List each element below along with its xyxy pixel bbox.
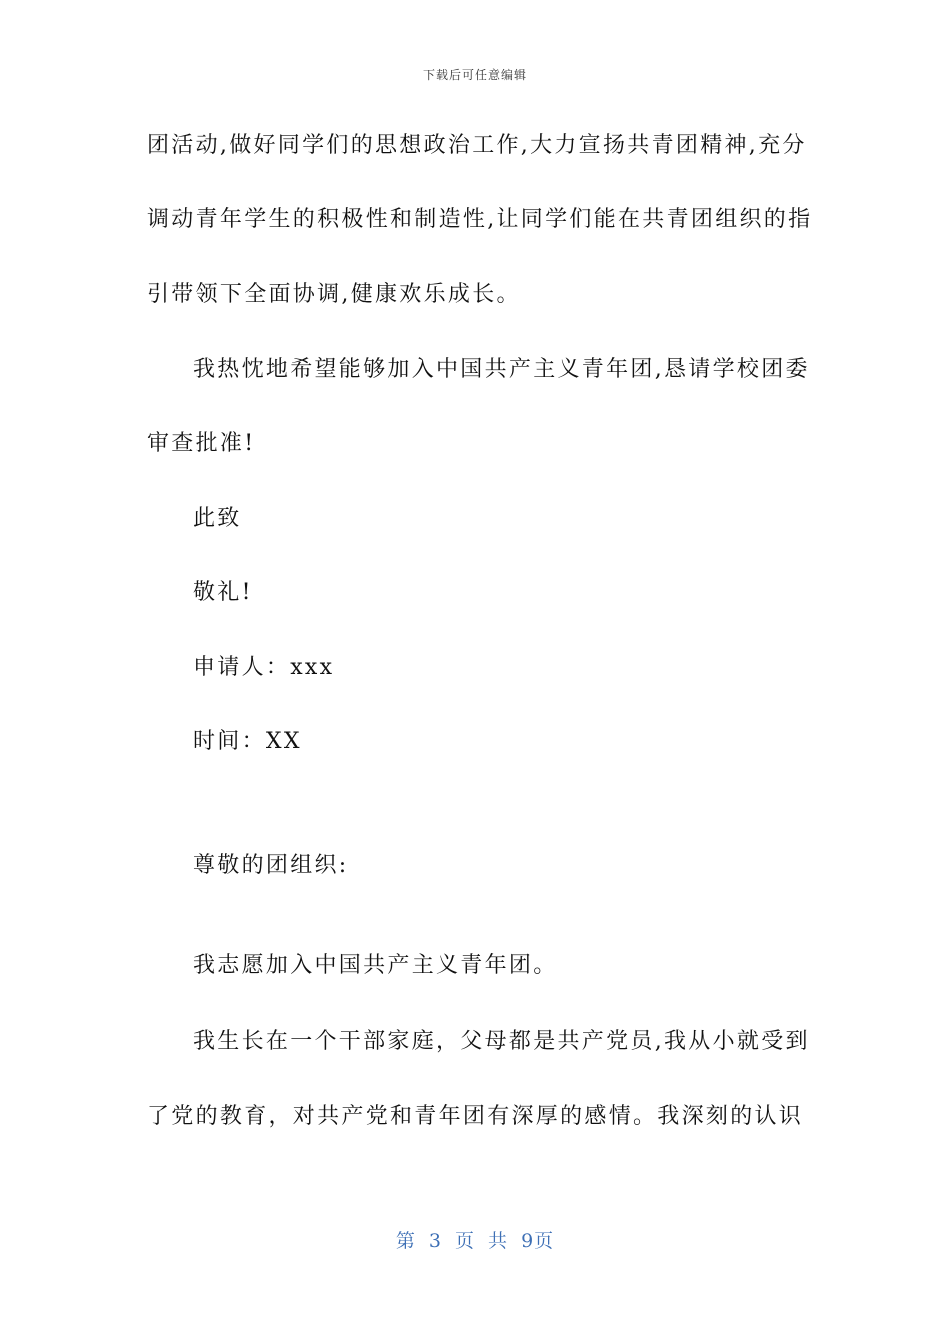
body-line-12: 我生长在一个干部家庭，父母都是共产党员,我从小就受到 [193,1029,810,1054]
body-line-4: 我热忱地希望能够加入中国共产主义青年团,恳请学校团委 [193,357,810,382]
salutation: 尊敬的团组织: [193,853,349,878]
body-line-3: 引带领下全面协调,健康欢乐成长。 [147,282,521,307]
body-line-13: 了党的教育，对共产党和青年团有深厚的感情。我深刻的认识 [147,1104,804,1129]
closing-salute: 敬礼! [193,580,253,605]
page-header: 下载后可任意编辑 [422,68,527,82]
body-line-5: 审查批准! [147,431,256,456]
applicant-line: 申请人：xxx [193,655,335,680]
body-line-11: 我志愿加入中国共产主义青年团。 [193,953,558,978]
body-line-1: 团活动,做好同学们的思想政治工作,大力宣扬共青团精神,充分 [147,133,807,158]
closing-greeting: 此致 [193,506,242,531]
date-line: 时间：XX [193,729,302,754]
page-number: 第 3 页 共 9页 [395,1230,555,1252]
body-line-2: 调动青年学生的积极性和制造性,让同学们能在共青团组织的指 [147,207,813,232]
